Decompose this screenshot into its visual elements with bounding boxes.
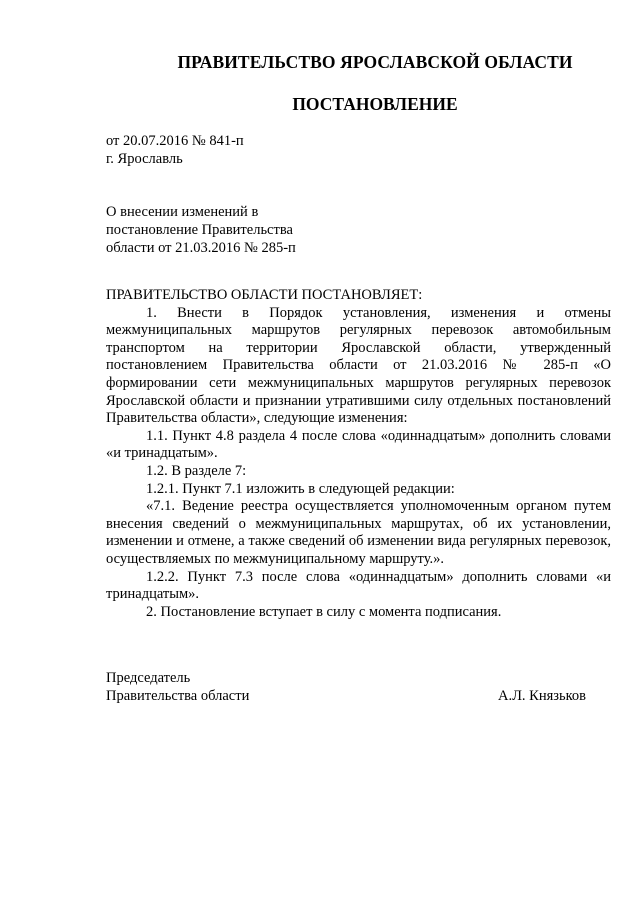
subject-line: области от 21.03.2016 № 285-п [106,240,296,256]
preamble: ПРАВИТЕЛЬСТВО ОБЛАСТИ ПОСТАНОВЛЯЕТ: [106,287,423,303]
paragraph-2: 2. Постановление вступает в силу с момента подписания. [146,603,502,620]
date-number: от 20.07.2016 № 841-п [106,133,244,149]
document-body [106,287,611,621]
signature-row [106,687,586,705]
paragraph-1: 1. Внести в Порядок установления, изменения и отмены межмуниципальных маршрутов регулярных перевозок автомобильным транспортом на территории Ярославской области, утвержденный постановлением Правительства области от 21.03.2016 № 285-п «О формировании сети межмуниципальных маршрутов регулярных перевозок Ярославской области и признании утратившими силу отдельных постановлений Правительства области», следующие изменения: [106,304,611,427]
subject-line: постановление Правительства [106,222,293,238]
document-meta [106,132,244,168]
paragraph-1-2: 1.2. В разделе 7: [146,462,247,479]
city: г. Ярославль [106,151,183,167]
signatory-title: Правительства области [106,688,250,704]
document-type: ПОСТАНОВЛЕНИЕ [292,94,458,114]
organization-title: ПРАВИТЕЛЬСТВО ЯРОСЛАВСКОЙ ОБЛАСТИ [177,52,573,72]
quoted-text: «7.1. Ведение реестра осуществляется уполномоченным органом путем внесения сведений о межмуниципальных маршрутах, об их установлении, изменении и отмене, а также сведений об изменении вида регулярных перевозок, осуществляемых по межмуниципальному маршруту.». [106,498,611,567]
paragraph-1-2-2: 1.2.2. Пункт 7.3 после слова «одиннадцатым» дополнить словами «и тринадцатым». [106,568,611,603]
document-subject [106,203,296,257]
paragraph-1-1: 1.1. Пункт 4.8 раздела 4 после слова «одиннадцатым» дополнить словами «и тринадцатым». [106,427,611,462]
subject-line: О внесении изменений в [106,204,259,220]
paragraph-1-2-1: 1.2.1. Пункт 7.1 изложить в следующей редакции: [146,480,455,497]
signatory-name: А.Л. Князьков [497,688,586,704]
signatory-title: Председатель [106,670,191,686]
signature-block [106,669,586,705]
